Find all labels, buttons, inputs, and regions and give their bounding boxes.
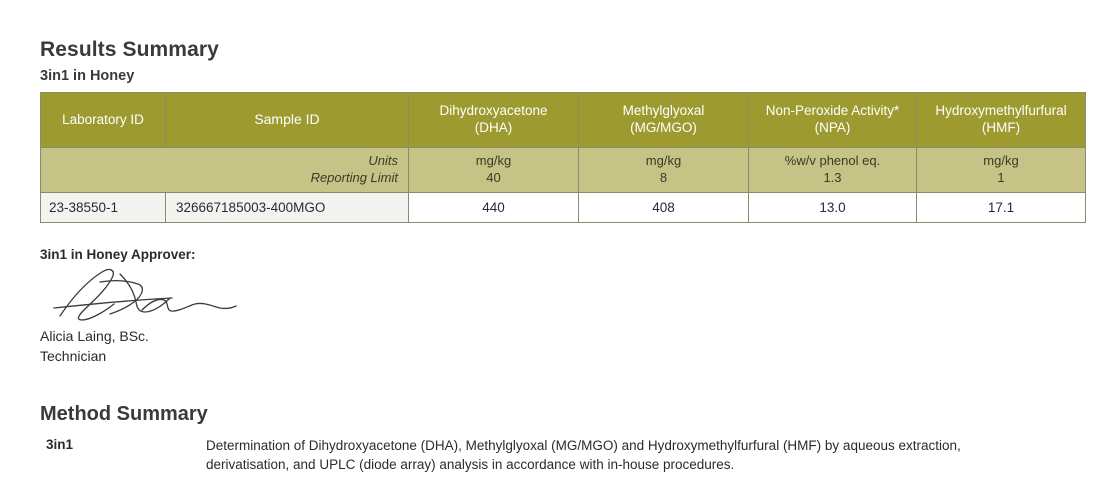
method-summary-title: Method Summary [40, 402, 208, 425]
units-row-label [41, 148, 409, 193]
column-header-line2: (MG/MGO) [630, 120, 697, 135]
table-row [41, 193, 1086, 223]
approver-role: Technician [40, 348, 107, 365]
column-header-laboratory-id [41, 93, 166, 148]
column-header-line1: Dihydroxyacetone [439, 103, 548, 119]
units-cell-dha [409, 148, 579, 193]
column-header-line1: Sample ID [254, 111, 320, 128]
units-label-line1: Units [368, 153, 398, 169]
column-header-npa [749, 93, 917, 148]
cell-mgo: 408 [579, 193, 749, 223]
units-cell-hmf [917, 148, 1086, 193]
column-header-line1: Non-Peroxide Activity* [765, 103, 900, 119]
units-cell-npa [749, 148, 917, 193]
units-row [41, 148, 1086, 193]
unit-value: %w/v phenol eq. [784, 153, 881, 169]
reporting-limit-value: 1.3 [823, 170, 842, 185]
column-header-mgo [579, 93, 749, 148]
unit-value: mg/kg [983, 153, 1019, 169]
table-header-row [41, 93, 1086, 148]
unit-value: mg/kg [475, 153, 512, 169]
units-cell-mgo [579, 148, 749, 193]
approver-label: 3in1 in Honey Approver: [40, 247, 196, 262]
unit-value: mg/kg [645, 153, 682, 169]
method-entry-key: 3in1 [46, 436, 74, 452]
reporting-limit-value: 1 [997, 170, 1005, 185]
column-header-line1: Laboratory ID [62, 111, 144, 127]
column-header-line1: Hydroxymethylfurfural [935, 103, 1067, 119]
reporting-limit-value: 8 [659, 170, 668, 185]
column-header-line2: (DHA) [474, 120, 513, 135]
column-header-dha [409, 93, 579, 148]
results-table [40, 92, 1086, 223]
method-entry [40, 436, 1085, 475]
method-entry-description: Determination of Dihydroxyacetone (DHA), Methylglyoxal (MG/MGO) and Hydroxymethylfurfural (HMF) by aqueous extraction, derivatisation, and UPLC (diode array) analysis in accordance with in-house procedures. [206, 437, 961, 473]
approver-name: Alicia Laing, BSc. [40, 328, 149, 344]
column-header-sample-id [166, 93, 409, 148]
cell-dha: 440 [409, 193, 579, 223]
cell-hmf: 17.1 [917, 193, 1086, 223]
page-title: Results Summary [40, 38, 219, 61]
results-subtitle: 3in1 in Honey [40, 68, 135, 84]
cell-laboratory-id: 23-38550-1 [41, 193, 166, 223]
cell-npa: 13.0 [749, 193, 917, 223]
cell-sample-id: 326667185003-400MGO [166, 193, 409, 223]
column-header-line2: (HMF) [981, 120, 1021, 135]
signature-image [42, 264, 292, 326]
column-header-line2: (NPA) [814, 120, 851, 135]
units-label-line2: Reporting Limit [310, 170, 398, 185]
column-header-line1: Methylglyoxal [622, 103, 705, 119]
reporting-limit-value: 40 [486, 170, 501, 185]
column-header-hmf [917, 93, 1086, 148]
